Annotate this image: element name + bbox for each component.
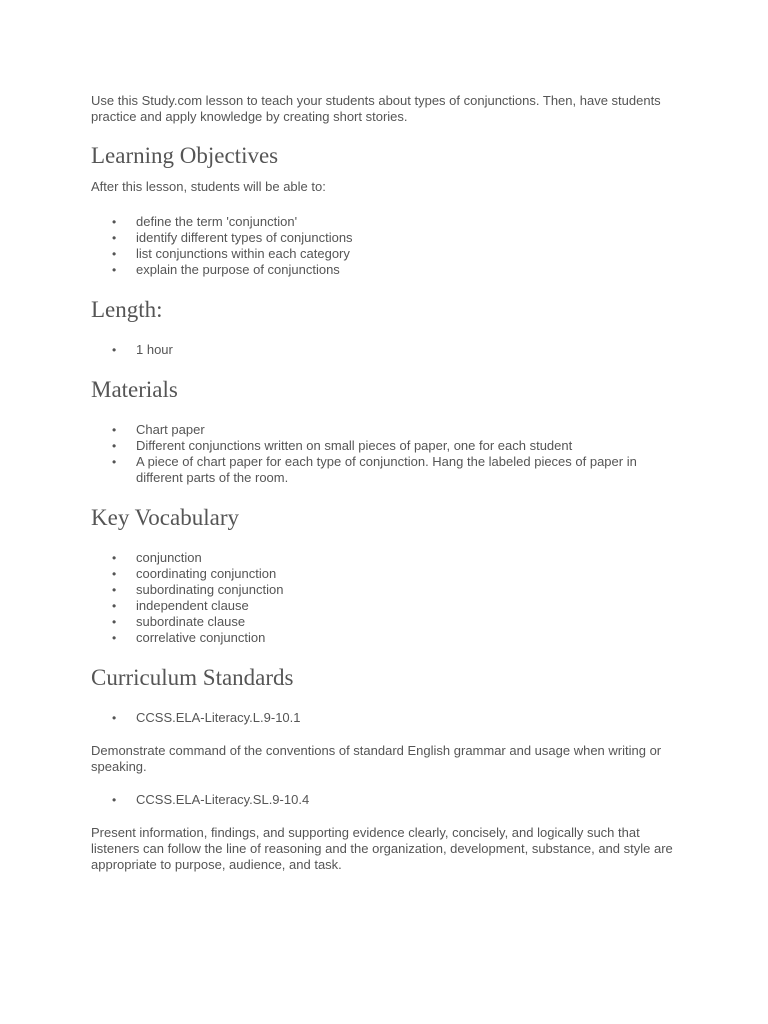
objectives-list [91,214,681,278]
key-vocabulary-heading: Key Vocabulary [91,505,239,530]
objective-item: • define the term 'conjunction' [91,214,681,230]
learning-objectives-heading: Learning Objectives [91,143,279,168]
vocabulary-list [91,550,681,646]
vocabulary-item: • subordinating conjunction [91,582,681,598]
length-list [91,342,681,358]
intro-paragraph: Use this Study.com lesson to teach your students about types of conjunctions. Then, have students practice and apply knowledge by creating short stories. [91,93,661,124]
vocabulary-item: • subordinate clause [91,614,681,630]
standard-code-list [91,710,681,726]
vocabulary-item: • coordinating conjunction [91,566,681,582]
length-item: • 1 hour [91,342,681,358]
material-item: • A piece of chart paper for each type of conjunction. Hang the labeled pieces of paper in different parts of the room. [91,454,681,486]
objectives-lead-text: After this lesson, students will be able to: [91,179,326,194]
objective-item: • identify different types of conjunctions [91,230,681,246]
length-heading: Length: [91,297,163,322]
material-item: • Chart paper [91,422,681,438]
standard-code-item: • CCSS.ELA-Literacy.L.9-10.1 [91,710,681,726]
material-item: • Different conjunctions written on small pieces of paper, one for each student [91,438,681,454]
objective-item: • list conjunctions within each category [91,246,681,262]
materials-heading: Materials [91,377,178,402]
vocabulary-item: • correlative conjunction [91,630,681,646]
curriculum-standards-heading: Curriculum Standards [91,665,294,690]
standard-code-item: • CCSS.ELA-Literacy.SL.9-10.4 [91,792,681,808]
vocabulary-item: • conjunction [91,550,681,566]
objective-item: • explain the purpose of conjunctions [91,262,681,278]
lesson-plan-document [91,93,681,873]
vocabulary-item: • independent clause [91,598,681,614]
standard-code-list [91,792,681,808]
materials-list [91,422,681,486]
standard-description: Present information, findings, and supporting evidence clearly, concisely, and logically such that listeners can follow the line of reasoning and the organization, development, substance, and style are appropriate to purpose, audience, and task. [91,825,673,872]
standard-description: Demonstrate command of the conventions of standard English grammar and usage when writing or speaking. [91,743,662,774]
